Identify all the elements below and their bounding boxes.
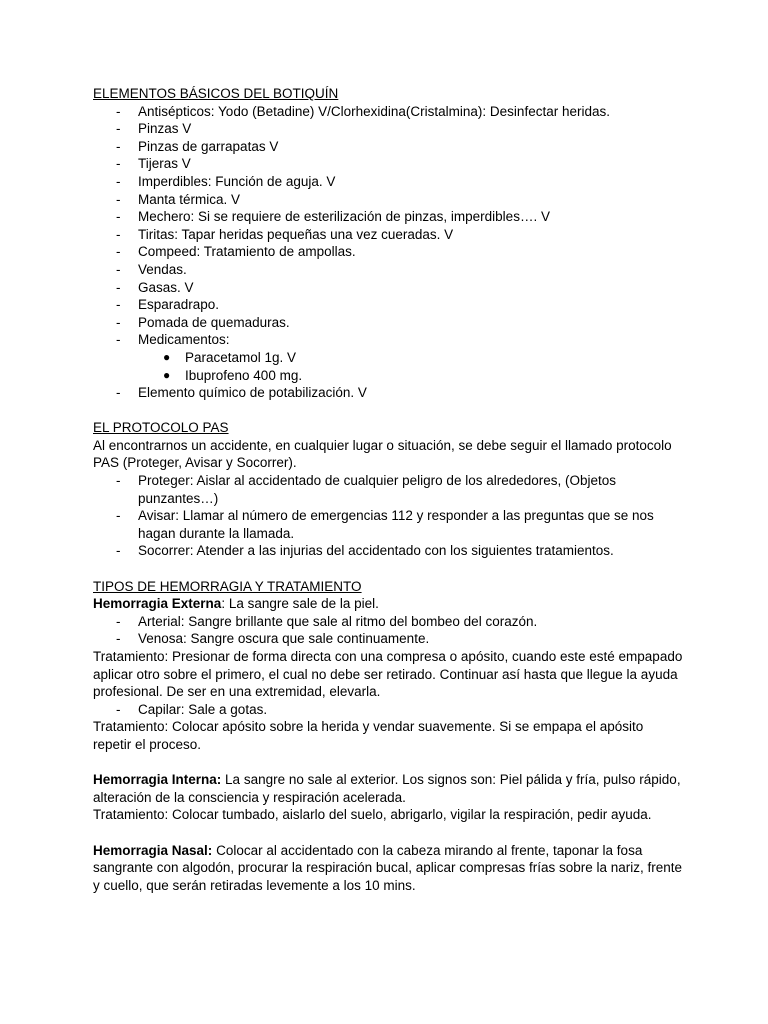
list-item: - Esparadrapo.	[116, 297, 220, 313]
list-item: - Venosa: Sangre oscura que sale continuamente.	[116, 631, 430, 647]
botiquin-list	[93, 103, 683, 402]
section-heading-hemorragia: TIPOS DE HEMORRAGIA Y TRATAMIENTO	[93, 578, 362, 594]
document-content	[93, 85, 683, 894]
hemorragia-nasal: Hemorragia Nasal: Colocar al accidentado con la cabeza mirando al frente, taponar la fosa sangrante con algodón, procurar la respiración bucal, aplicar compresas frías sobre la nariz, frente y cuello, que serán retiradas levemente a los 10 mins.	[93, 842, 683, 893]
list-item: - Elemento químico de potabilización. V	[116, 385, 367, 401]
list-item: - Antisépticos: Yodo (Betadine) V/Clorhexidina(Cristalmina): Desinfectar heridas.	[116, 103, 610, 119]
tratamiento-externa: Tratamiento: Presionar de forma directa con una compresa o apósito, cuando este esté empapado aplicar otro sobre el primero, el cual no debe ser retirado. Continuar así hasta que llegue la ayuda profesional. De ser en una extremidad, elevarla.	[93, 649, 683, 700]
protocolo-intro: Al encontrarnos un accidente, en cualquier lugar o situación, se debe seguir el llamado protocolo PAS (Proteger, Avisar y Socorrer).	[93, 437, 672, 471]
list-item: - Capilar: Sale a gotas.	[116, 701, 268, 717]
bullet-icon: ●	[163, 367, 171, 382]
bullet-icon: ●	[163, 349, 171, 364]
sub-list-item: ● Paracetamol 1g. V	[163, 349, 297, 365]
section-heading-botiquin: ELEMENTOS BÁSICOS DEL BOTIQUÍN	[93, 86, 339, 101]
list-item: - Vendas.	[116, 261, 187, 277]
list-item: - Socorrer: Atender a las injurias del accidentado con los siguientes tratamientos.	[116, 543, 614, 559]
list-item: - Pinzas de garrapatas V	[116, 138, 279, 154]
list-item: - Gasas. V	[116, 279, 194, 295]
list-item: - Arterial: Sangre brillante que sale al ritmo del bombeo del corazón.	[116, 613, 538, 629]
tratamiento-capilar: Tratamiento: Colocar apósito sobre la herida y vendar suavemente. Si se empapa el apósito repetir el proceso.	[93, 719, 644, 752]
list-item: - Proteger: Aislar al accidentado de cualquier peligro de los alrededores, (Objetos punzantes…)	[116, 473, 617, 506]
hemorragia-externa-title: Hemorragia Externa: La sangre sale de la piel.	[93, 596, 379, 612]
sub-list-item: ● Ibuprofeno 400 mg.	[163, 367, 303, 383]
list-item: - Manta térmica. V	[116, 191, 241, 207]
list-item: - Imperdibles: Función de aguja. V	[116, 173, 336, 189]
hemorragia-interna: Hemorragia Interna: La sangre no sale al exterior. Los signos son: Piel pálida y fría, pulso rápido, alteración de la consciencia y respiración acelerada.	[93, 772, 681, 805]
protocolo-list	[93, 472, 683, 560]
list-item: - Tijeras V	[116, 156, 191, 172]
list-item: - Compeed: Tratamiento de ampollas.	[116, 244, 356, 260]
list-item: - Pinzas V	[116, 121, 192, 137]
list-item: - Medicamentos:	[116, 332, 230, 348]
list-item: - Mechero: Si se requiere de esterilización de pinzas, imperdibles…. V	[116, 209, 550, 225]
list-item: - Tiritas: Tapar heridas pequeñas una vez cueradas. V	[116, 226, 454, 242]
list-item: - Pomada de quemaduras.	[116, 314, 290, 330]
tratamiento-interna: Tratamiento: Colocar tumbado, aislarlo del suelo, abrigarlo, vigilar la respiración, pedir ayuda.	[93, 807, 652, 823]
section-heading-protocolo: EL PROTOCOLO PAS	[93, 420, 229, 436]
list-item: - Avisar: Llamar al número de emergencias 112 y responder a las preguntas que se nos hagan durante la llamada.	[116, 508, 654, 541]
